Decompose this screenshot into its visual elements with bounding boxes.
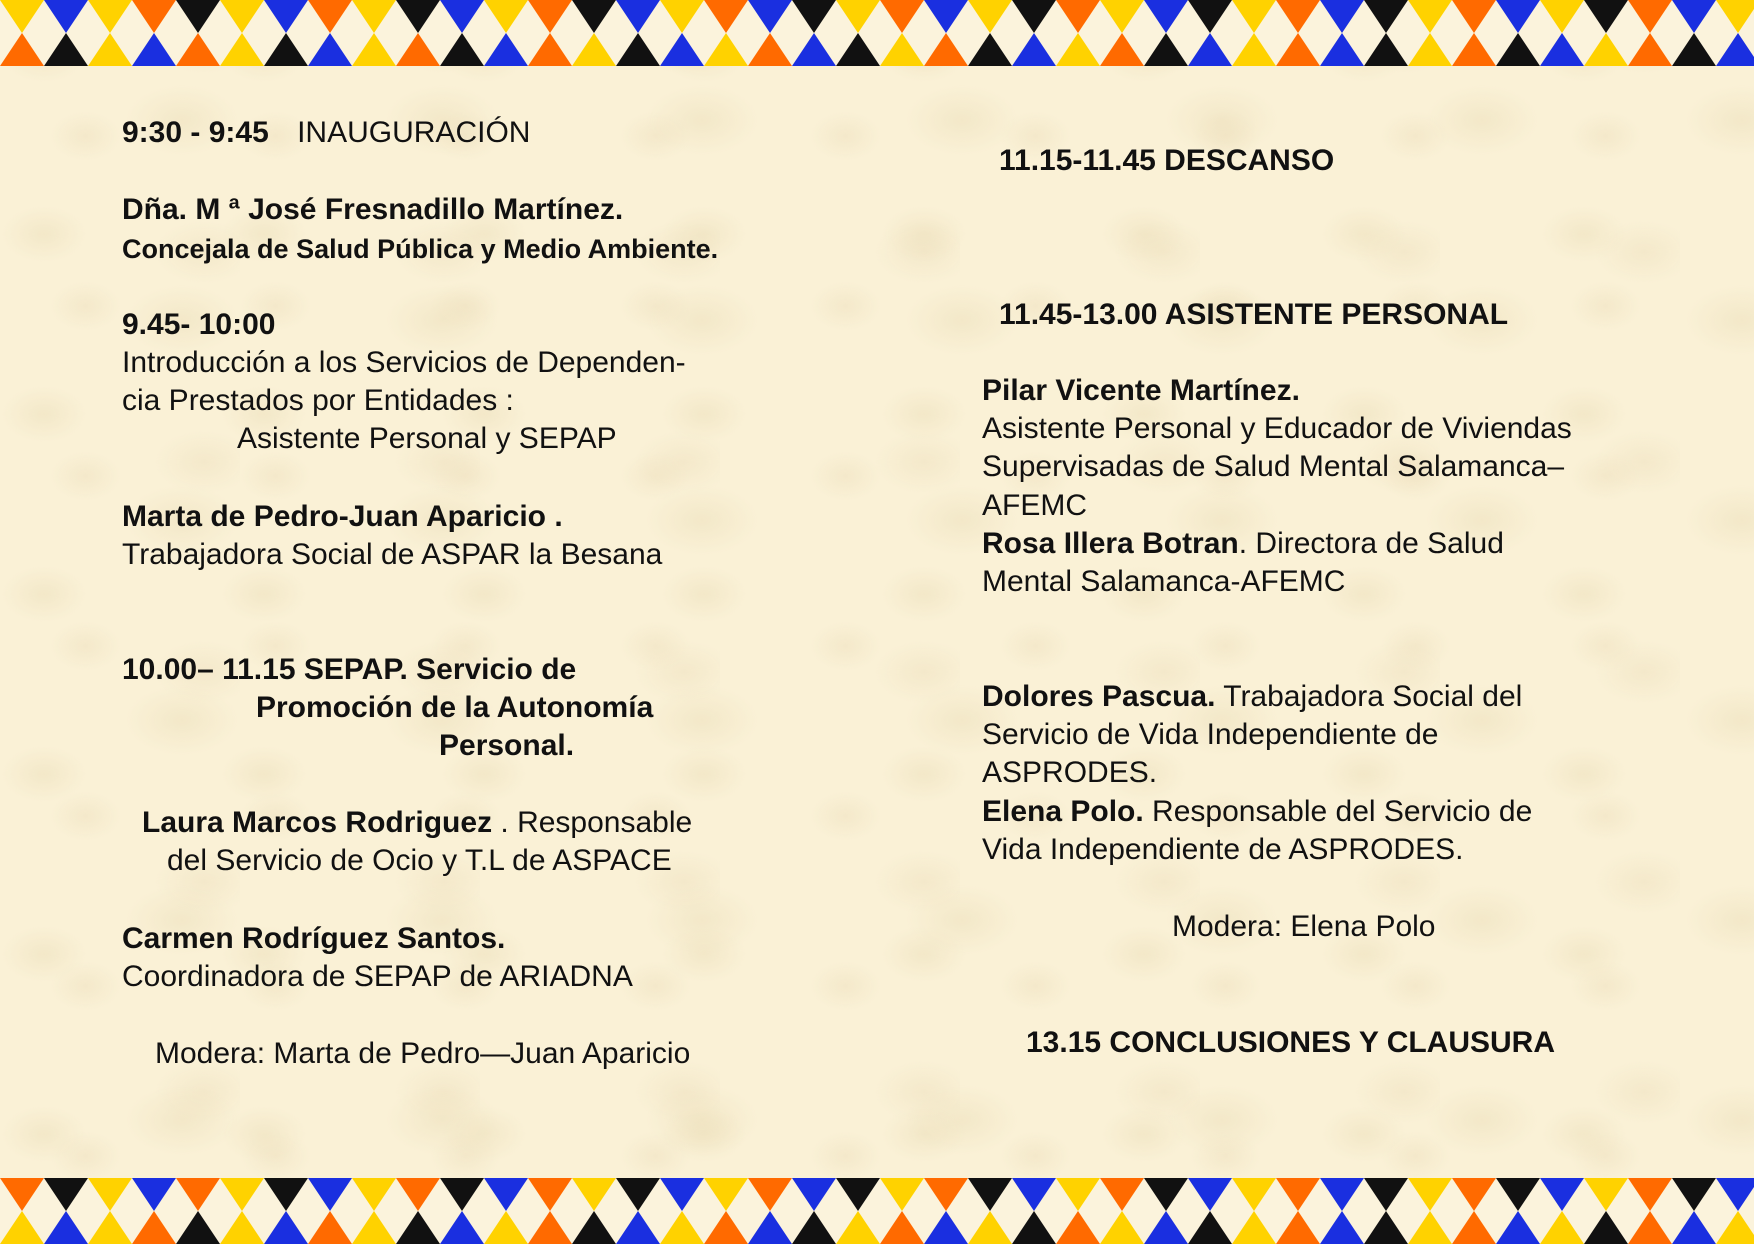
intro-line2: cia Prestados por Entidades : [122, 384, 514, 417]
speaker7-role-a: Trabajadora Social del [1215, 680, 1523, 713]
intro-time: 9.45- 10:00 [122, 308, 276, 341]
sepap-title-line1: 10.00– 11.15 SEPAP. Servicio de [122, 653, 577, 686]
break-title: 11.15-11.45 DESCANSO [999, 144, 1335, 177]
speaker8-role-a: Responsable del Servicio de [1143, 795, 1533, 828]
inauguration-line [122, 114, 530, 152]
intro-line1: Introducción a los Servicios de Dependen- [122, 346, 686, 379]
speaker3-role-a: . Responsable [492, 806, 693, 839]
speaker3-line [142, 804, 692, 842]
right-moderator: Modera: Elena Polo [1172, 910, 1436, 943]
speaker7-name: Dolores Pascua. [982, 680, 1216, 713]
speaker7-line [982, 678, 1522, 716]
speaker6-role-b: Mental Salamanca-AFEMC [982, 565, 1346, 598]
inauguration-time: 9:30 - 9:45 [122, 116, 269, 149]
speaker8-name: Elena Polo. [982, 795, 1144, 828]
speaker5-role-c: AFEMC [982, 489, 1087, 522]
sepap-title-line2: Promoción de la Autonomía [256, 691, 654, 724]
speaker6-role-a: . Directora de Salud [1238, 527, 1504, 560]
top-triangle-border [0, 0, 1754, 66]
speaker1-name: Dña. M ª José Fresnadillo Martínez. [122, 193, 624, 226]
speaker7-role-b: Servicio de Vida Independiente de [982, 718, 1439, 751]
speaker5-role-b: Supervisadas de Salud Mental Salamanca– [982, 450, 1565, 483]
speaker8-line [982, 793, 1532, 831]
speaker2-name: Marta de Pedro-Juan Aparicio . [122, 500, 563, 533]
left-moderator: Modera: Marta de Pedro—Juan Aparicio [155, 1037, 691, 1070]
speaker1-role: Concejala de Salud Pública y Medio Ambiente. [122, 234, 719, 264]
sepap-title-line3: Personal. [439, 729, 575, 762]
speaker5-name: Pilar Vicente Martínez. [982, 374, 1300, 407]
speaker8-role-b: Vida Independiente de ASPRODES. [982, 833, 1464, 866]
inauguration-label: INAUGURACIÓN [297, 116, 531, 149]
speaker3-role-b: del Servicio de Ocio y T.L de ASPACE [167, 844, 672, 877]
speaker2-role: Trabajadora Social de ASPAR la Besana [122, 538, 663, 571]
assistant-section-title: 11.45-13.00 ASISTENTE PERSONAL [999, 298, 1509, 331]
speaker4-name: Carmen Rodríguez Santos. [122, 922, 506, 955]
intro-line3: Asistente Personal y SEPAP [237, 422, 617, 455]
closing-title: 13.15 CONCLUSIONES Y CLAUSURA [1026, 1026, 1556, 1059]
speaker7-role-c: ASPRODES. [982, 756, 1158, 789]
speaker3-name: Laura Marcos Rodriguez [142, 806, 493, 839]
speaker6-name: Rosa Illera Botran [982, 527, 1239, 560]
speaker4-role: Coordinadora de SEPAP de ARIADNA [122, 960, 633, 993]
speaker5-role-a: Asistente Personal y Educador de Viviendas [982, 412, 1572, 445]
speaker6-line [982, 525, 1504, 563]
bottom-triangle-border [0, 1178, 1754, 1244]
